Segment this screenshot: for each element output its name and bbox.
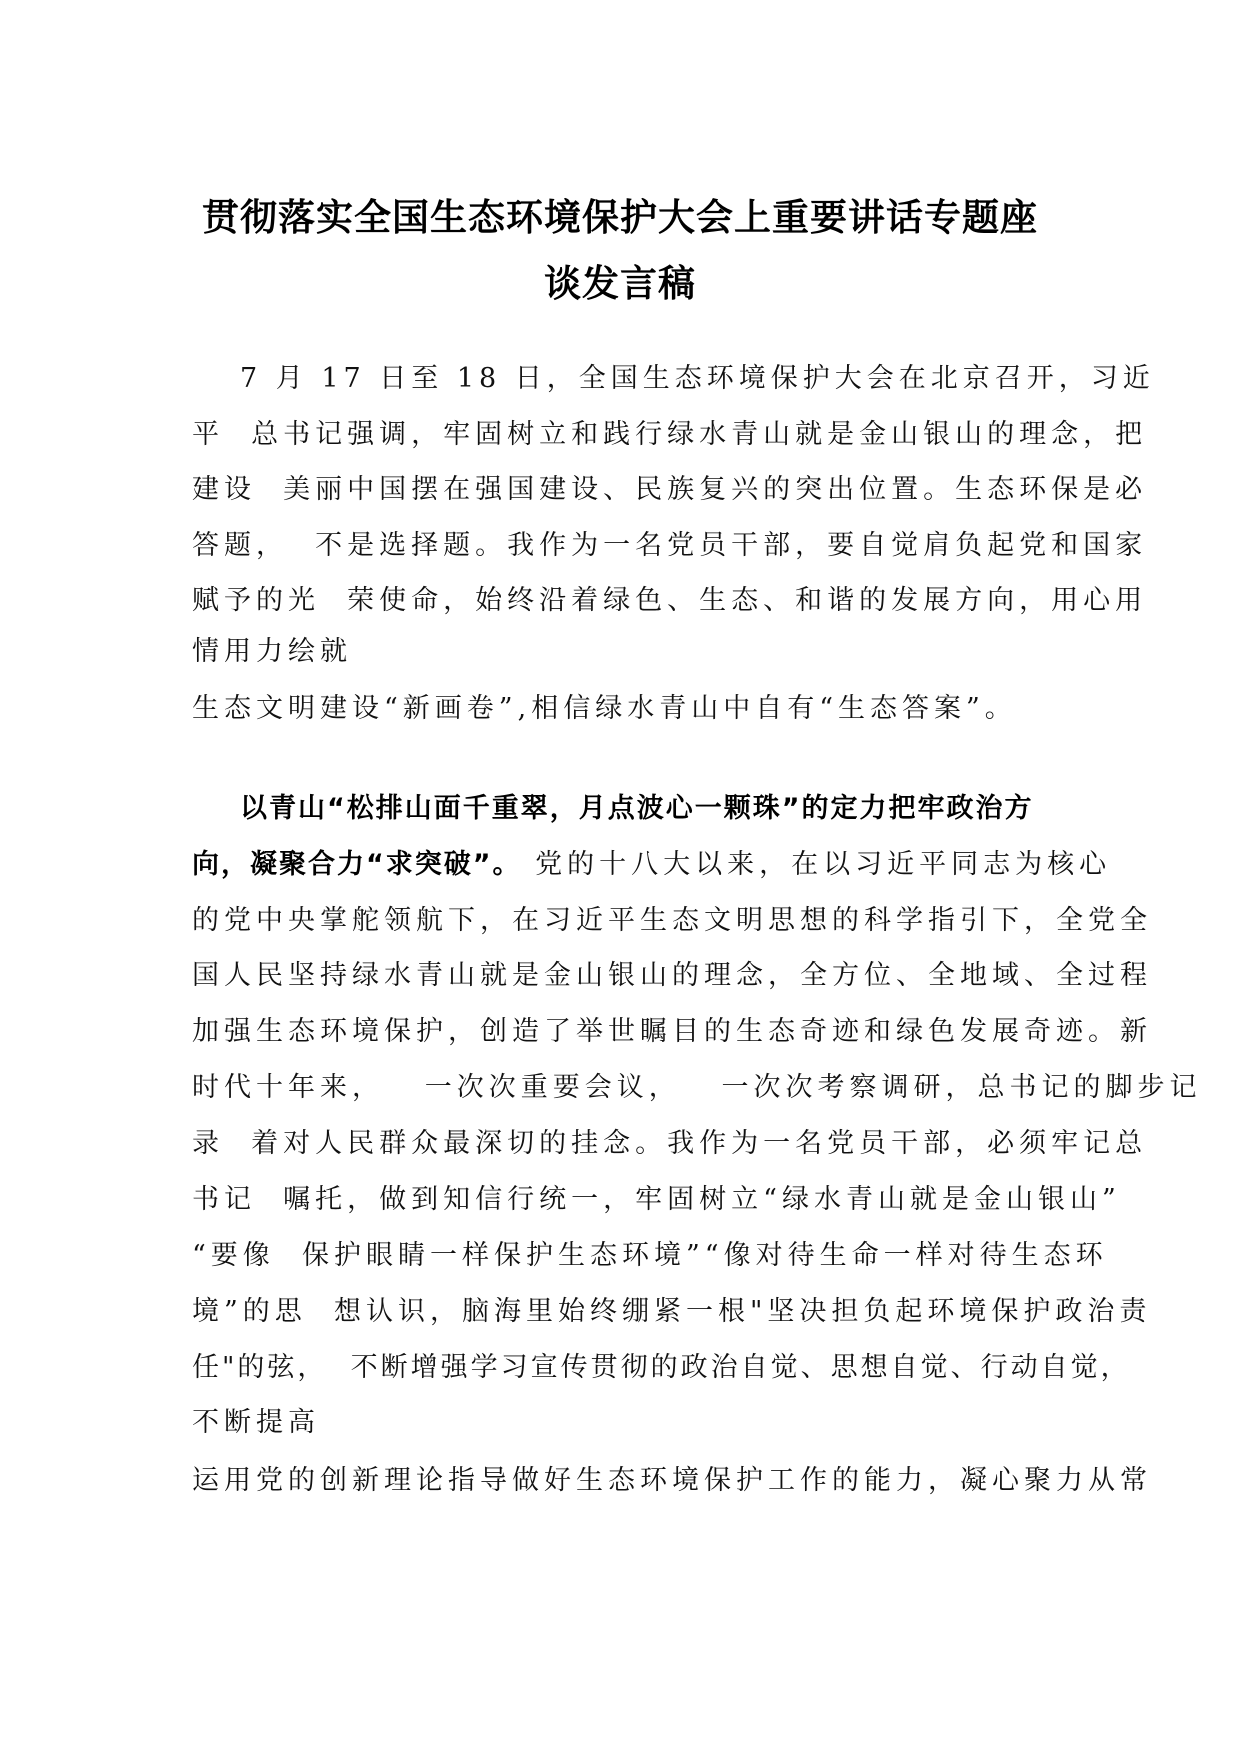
paragraph-2-line: 加强生态环境保护，创造了举世瞩目的生态奇迹和绿色发展奇迹。新 [192,1016,1152,1047]
paragraph-1-line: 7 月 17 日至 18 日，全国生态环境保护大会在北京召开，习近 [240,363,1155,394]
paragraph-2-heading-line-2: 向，凝聚合力“求突破”。 [192,849,522,880]
paragraph-1-line: 生态文明建设“新画卷”,相信绿水青山中自有“生态答案”。 [192,693,1017,724]
paragraph-2-heading-line-1: 以青山“松排山面千重翠，月点波心一颗珠”的定力把牢政治方 [240,793,1034,824]
paragraph-1-line: 赋予的光 荣使命，始终沿着绿色、生态、和谐的发展方向，用心用 [192,585,1148,616]
paragraph-2-line [192,848,1111,882]
paragraph-1-line: 建设 美丽中国摆在强国建设、民族复兴的突出位置。生态环保是必 [192,474,1148,505]
paragraph-1-line: 答题， 不是选择题。我作为一名党员干部，要自觉肩负起党和国家 [192,530,1148,561]
document-title-line-2: 谈发言稿 [544,262,696,305]
paragraph-2-line: 不断提高 [192,1407,320,1438]
paragraph-2-line: 国人民坚持绿水青山就是金山银山的理念，全方位、全地域、全过程 [192,960,1152,991]
paragraph-2-line: 运用党的创新理论指导做好生态环境保护工作的能力，凝心聚力从常 [192,1465,1152,1496]
paragraph-2-line-text: 党的十八大以来，在以习近平同志为核心 [521,849,1112,880]
document-title-line-1: 贯彻落实全国生态环境保护大会上重要讲话专题座 [202,196,1038,239]
paragraph-2-line: “要像 保护眼睛一样保护生态环境”“像对待生命一样对待生态环 [192,1240,1108,1271]
paragraph-1-line: 情用力绘就 [192,636,352,667]
paragraph-2-line: 时代十年来， 一次次重要会议， 一次次考察调研，总书记的脚步记 [192,1072,1202,1103]
paragraph-2-line: 书记 嘱托，做到知信行统一，牢固树立“绿水青山就是金山银山” [192,1184,1121,1215]
paragraph-2-line: 境”的思 想认识，脑海里始终绷紧一根"坚决担负起环境保护政治责 [192,1296,1152,1327]
paragraph-2-line: 任"的弦， 不断增强学习宣传贯彻的政治自觉、思想自觉、行动自觉， [192,1352,1131,1383]
paragraph-1-line: 平 总书记强调，牢固树立和践行绿水青山就是金山银山的理念，把 [192,419,1148,450]
paragraph-2-line: 录 着对人民群众最深切的挂念。我作为一名党员干部，必须牢记总 [192,1128,1148,1159]
paragraph-2-line: 的党中央掌舵领航下，在习近平生态文明思想的科学指引下，全党全 [192,905,1152,936]
